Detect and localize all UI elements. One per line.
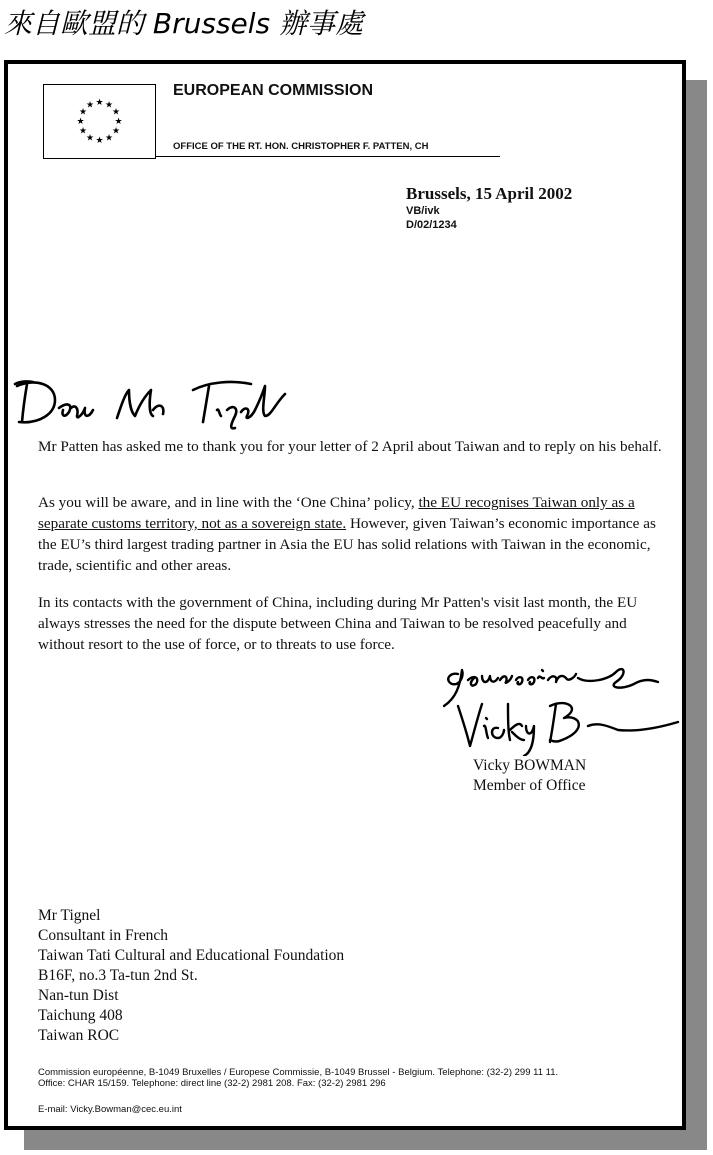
address-line: B16F, no.3 Ta-tun 2nd St. — [38, 967, 198, 984]
svg-text:★: ★ — [78, 126, 88, 137]
letter-page — [4, 60, 686, 1130]
organization-name: EUROPEAN COMMISSION — [173, 82, 374, 99]
paragraph-1: Mr Patten has asked me to thank you for your letter of 2 April about Taiwan and to reply on his behalf. — [38, 438, 662, 455]
svg-text:★: ★ — [95, 98, 104, 108]
svg-text:★: ★ — [95, 136, 104, 146]
eu-flag-stars — [44, 85, 155, 158]
reference-number: D/02/1234 — [406, 219, 457, 231]
address-line: Nan-tun Dist — [38, 987, 119, 1004]
image-caption: 來自歐盟的 Brussels 辦事處 — [4, 7, 364, 40]
svg-text:★: ★ — [104, 100, 114, 111]
svg-text:★: ★ — [104, 133, 114, 144]
handwritten-signature — [438, 656, 688, 761]
footer-address: Commission européenne, B-1049 Bruxelles / Europese Commissie, B-1049 Brussel - Belgium. Telephone: (32-2) 299 11 11. — [38, 1067, 559, 1078]
handwritten-salutation — [13, 372, 293, 439]
svg-text:★: ★ — [85, 133, 95, 144]
svg-text:★: ★ — [85, 100, 95, 111]
address-line: Taiwan ROC — [38, 1027, 120, 1044]
paragraph-2 — [38, 492, 668, 576]
footer-office: Office: CHAR 15/159. Telephone: direct line (32-2) 2981 208. Fax: (32-2) 2981 296 — [38, 1078, 386, 1089]
svg-text:★: ★ — [111, 107, 121, 118]
footer-email: E-mail: Vicky.Bowman@cec.eu.int — [38, 1104, 182, 1115]
signer-block — [473, 756, 586, 796]
paragraph-2-intro: As you will be aware, and in line with the ‘One China’ policy, — [38, 494, 419, 511]
signer-title: Member of Office — [473, 777, 586, 794]
salutation-handwriting — [13, 372, 293, 434]
recipient-address — [38, 906, 344, 1046]
letter-footer — [38, 1067, 558, 1089]
office-name: OFFICE OF THE RT. HON. CHRISTOPHER F. PATTEN, CH — [173, 141, 429, 152]
eu-flag-icon — [43, 84, 156, 159]
signer-name: Vicky BOWMAN — [473, 757, 587, 774]
paragraph-2-rest: However, given Taiwan’s economic importance as the EU’s third largest trading partner in Asia the EU has solid relations with Taiwan in the economic, trade, scientific and other areas. — [38, 515, 656, 574]
address-line: Taichung 408 — [38, 1007, 123, 1024]
paragraph-3: In its contacts with the government of China, including during Mr Patten's visit last month, the EU always stresses the need for the dispute between China and Taiwan to be resolved peacefully and without resort to the use of force, or to threats to use force. — [38, 594, 638, 653]
address-line: Consultant in French — [38, 927, 169, 944]
signature-handwriting — [438, 656, 688, 756]
reference-block — [406, 184, 572, 232]
place-date: Brussels, 15 April 2002 — [406, 184, 573, 203]
address-line: Taiwan Tati Cultural and Educational Foundation — [38, 947, 345, 964]
svg-text:★: ★ — [76, 117, 85, 127]
underlined-statement: the EU recognises Taiwan only as a separate customs territory, not as a sovereign state. — [38, 494, 635, 532]
letterhead-divider — [155, 156, 500, 157]
reference-initials: VB/ivk — [406, 205, 440, 217]
svg-text:★: ★ — [111, 126, 121, 137]
svg-text:★: ★ — [78, 107, 88, 118]
address-line: Mr Tignel — [38, 907, 101, 924]
svg-text:★: ★ — [114, 117, 123, 127]
